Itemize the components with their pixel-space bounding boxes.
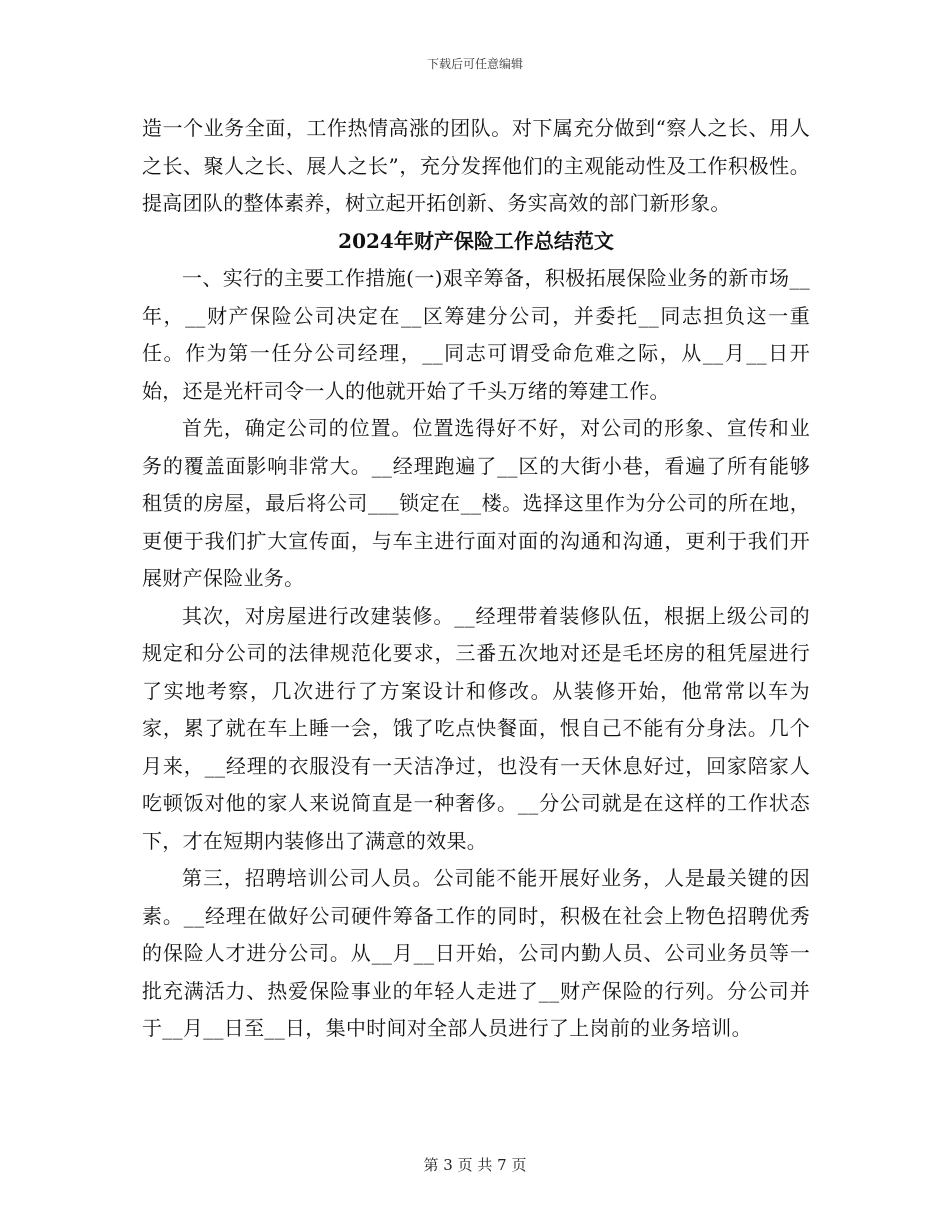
body-paragraph-3: 其次，对房屋进行改建装修。__经理带着装修队伍，根据上级公司的规定和分公司的法律规范化要求，三番五次地对还是毛坯房的租凭屋进行了实地考察，几次进行了方案设计和修改。从装修开始，他常常以车为家，累了就在车上睡一会，饿了吃点快餐面，恨自己不能有分身法。几个月来，__经理的衣服没有一天洁净过，也没有一天休息好过，回家陪家人吃顿饭对他的家人来说简直是一种奢侈。__分公司就是在这样的工作状态下，才在短期内装修出了满意的效果。 xyxy=(142,603,810,853)
intro-continuation-paragraph: 造一个业务全面，工作热情高涨的团队。对下属充分做到“察人之长、用人之长、聚人之长、展人之长”，充分发挥他们的主观能动性及工作积极性。提高团队的整体素养，树立起开拓创新、务实高效的部门新形象。 xyxy=(142,116,810,215)
document-title: 2024年财产保险工作总结范文 xyxy=(338,228,614,253)
body-paragraph-2: 首先，确定公司的位置。位置选得好不好，对公司的形象、宣传和业务的覆盖面影响非常大。__经理跑遍了__区的大街小巷，看遍了所有能够租赁的房屋，最后将公司___锁定在__楼。选择这里作为分公司的所在地，更便于我们扩大宣传面，与车主进行面对面的沟通和沟通，更利于我们开展财产保险业务。 xyxy=(142,416,810,590)
body-paragraph-4: 第三，招聘培训公司人员。公司能不能开展好业务，人是最关键的因素。__经理在做好公司硬件筹备工作的同时，积极在社会上物色招聘优秀的保险人才进分公司。从__月__日开始，公司内勤人员、公司业务员等一批充满活力、热爱保险事业的年轻人走进了__财产保险的行列。分公司并于__月__日至__日，集中时间对全部人员进行了上岗前的业务培训。 xyxy=(142,866,810,1040)
header-note: 下载后可任意编辑 xyxy=(426,57,523,71)
body-paragraph-1: 一、实行的主要工作措施(一)艰辛筹备，积极拓展保险业务的新市场__年，__财产保险公司决定在__区筹建分公司，并委托__同志担负这一重任。作为第一任分公司经理，__同志可谓受命危难之际，从__月__日开始，还是光杆司令一人的他就开始了千头万绪的筹建工作。 xyxy=(142,266,810,403)
page-number: 第 3 页 共 7 页 xyxy=(423,1156,527,1174)
document-body xyxy=(142,110,810,1048)
